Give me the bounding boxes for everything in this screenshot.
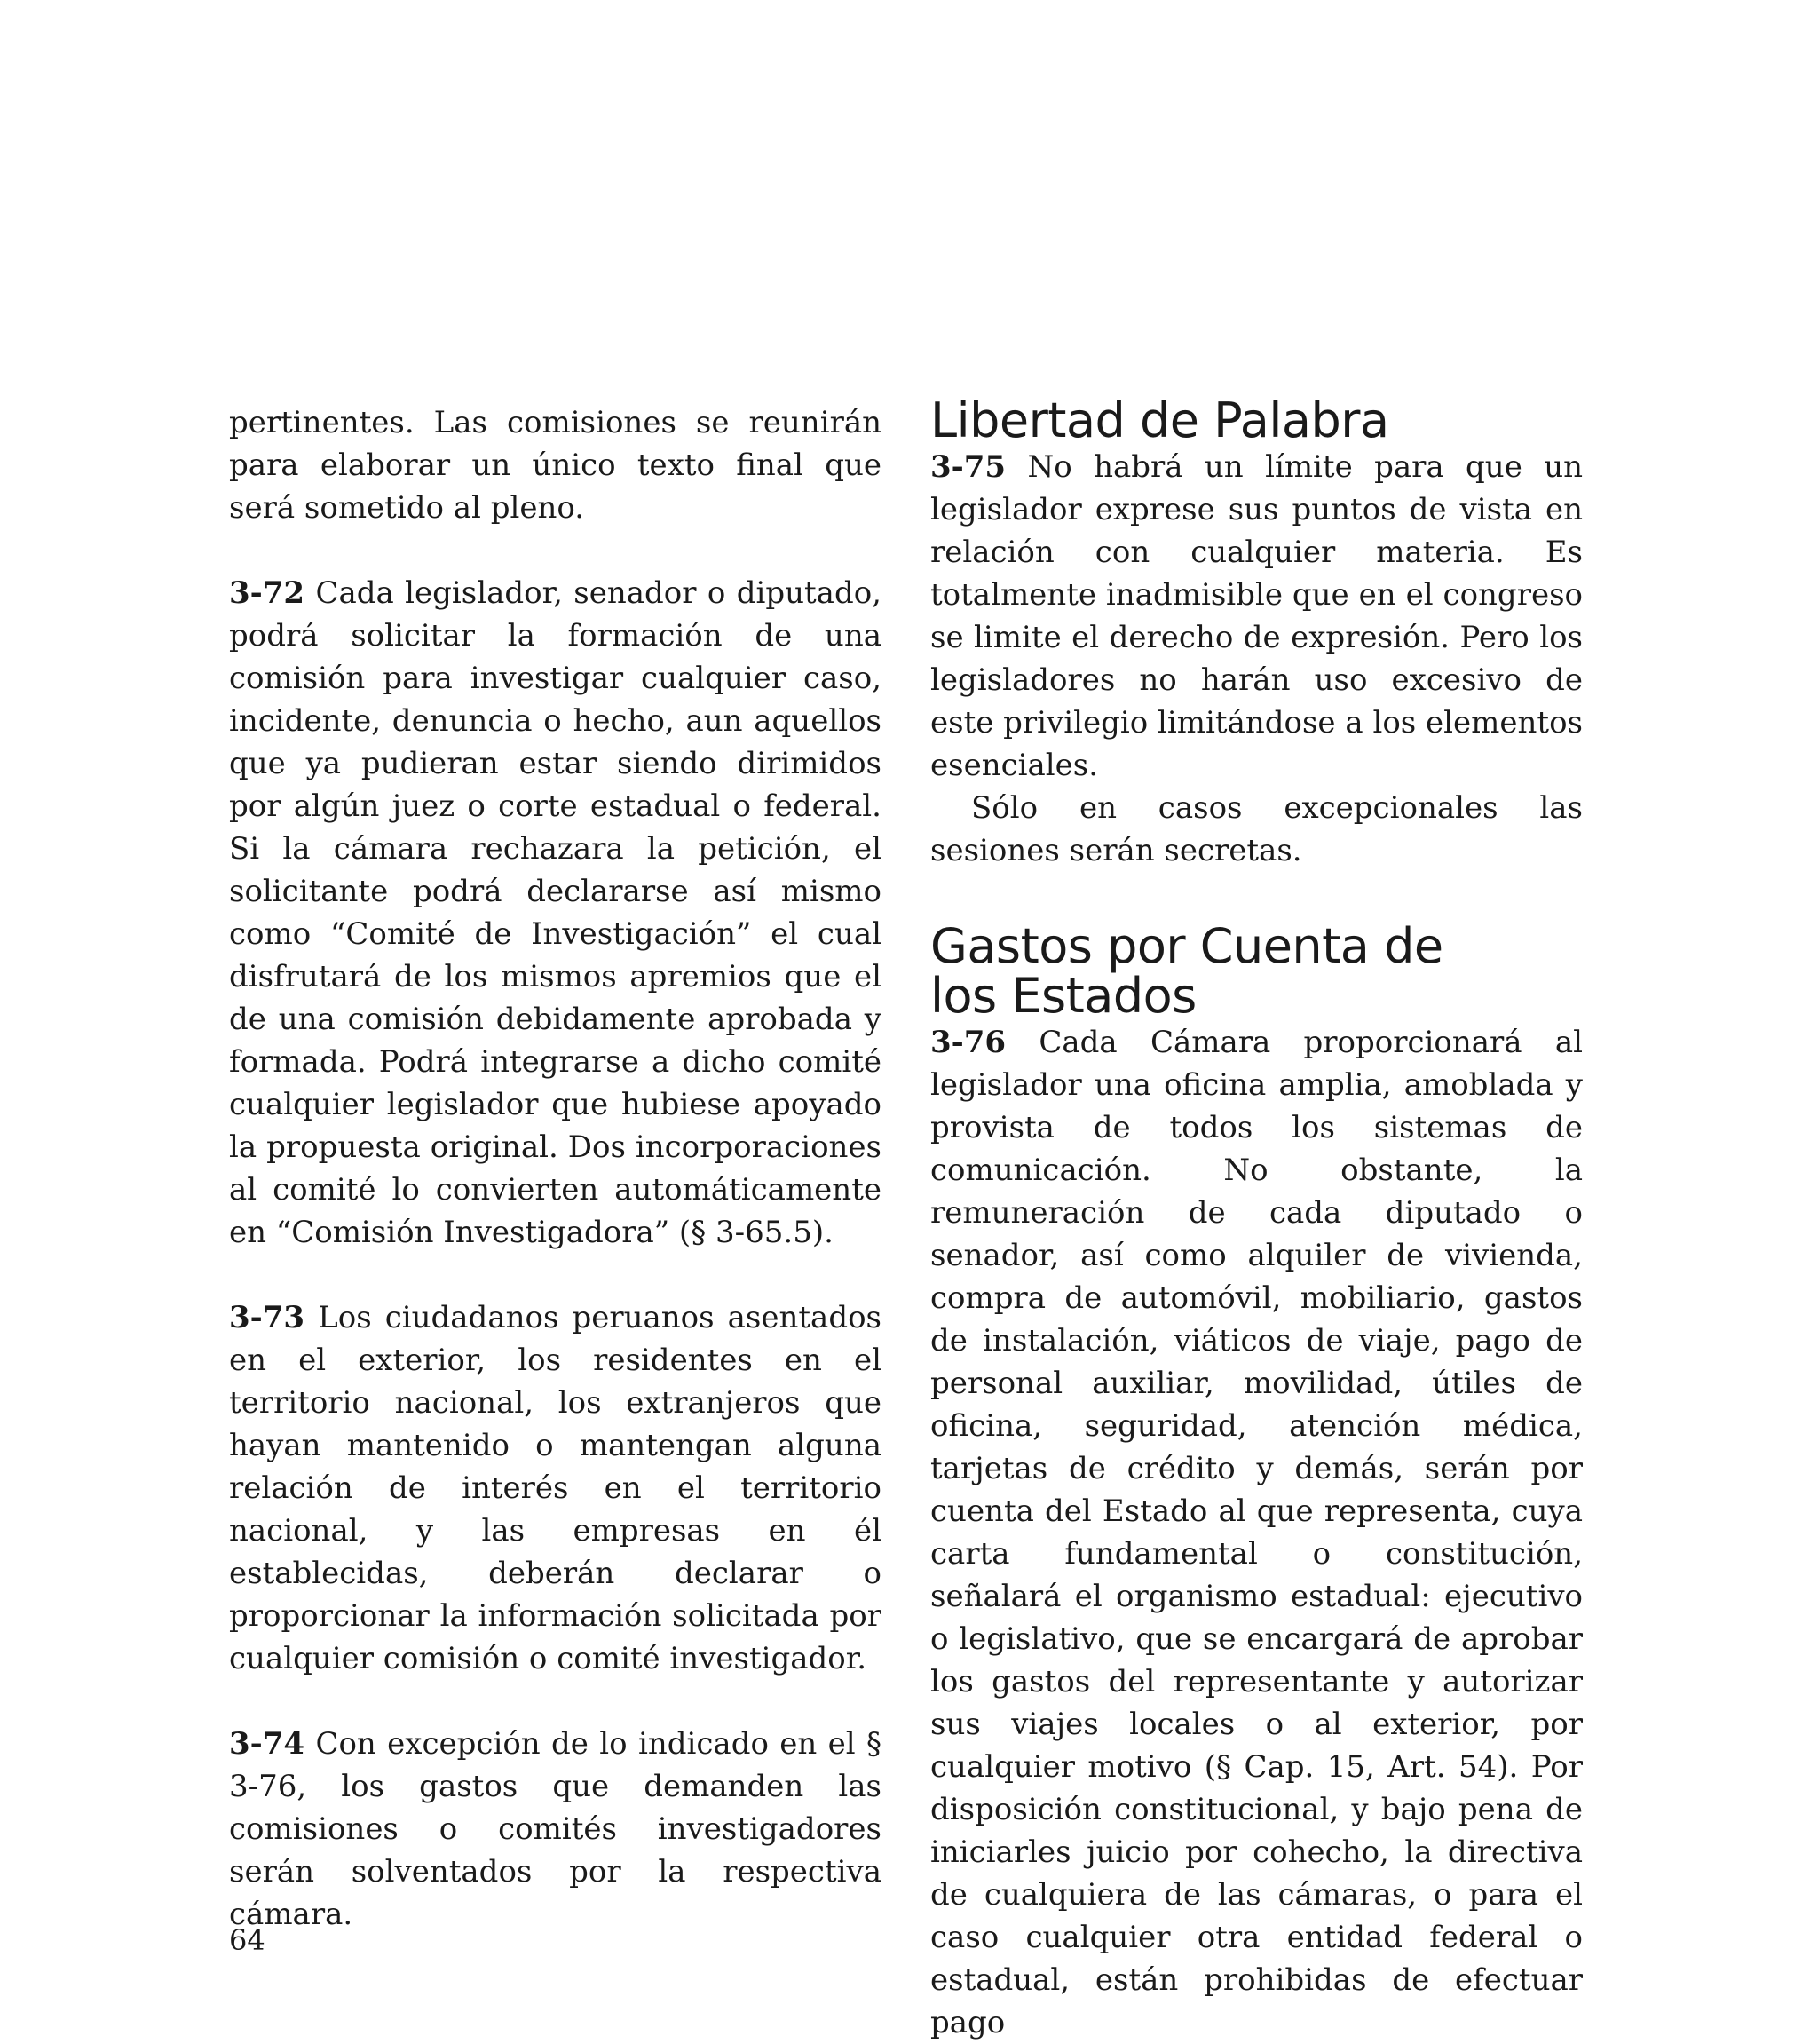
- section-number: 3-74: [229, 1726, 305, 1762]
- paragraph-text: Cada Cámara proporcionará al legislador una oficina amplia, amoblada y provista de todos los sistemas de comunicación. No obstante, la remuneración de cada diputado o senador, así como alquiler de vivienda, compra de automóvil, mobiliario, gastos de instalación, viáticos de viaje, pago de personal auxiliar, movilidad, útiles de oficina, seguridad, atención médica, tarjetas de crédito y demás, serán por cuenta del Estado al que representa, cuya carta fundamental o constitución, señalará el organismo estadual: ejecutivo o legislativo, que se encargará de aprobar los gastos del representante y autorizar sus viajes locales o al exterior, por cualquier motivo (§ Cap. 15, Art. 54). Por disposición constitucional, y bajo pena de iniciarles juicio por cohecho, la directiva de cualquiera de las cámaras, o para el caso cualquier otra entidad federal o estadual, están prohibidas de efectuar pago: [930, 1025, 1583, 2040]
- paragraph-3-76: [930, 1021, 1583, 2044]
- paragraph-gap: [229, 1680, 881, 1723]
- paragraph-3-72: [229, 572, 881, 1254]
- paragraph-text: pertinentes. Las comisiones se reunirán para elaborar un único texto final que será sometido al pleno.: [229, 405, 881, 526]
- paragraph-text: Cada legislador, senador o diputado, podrá solicitar la formación de una comisión para investigar cualquier caso, incidente, denuncia o hecho, aun aquellos que ya pudieran estar siendo dirimidos por algún juez o corte estadual o federal. Si la cámara rechazara la petición, el solicitante podrá declararse así mismo como “Comité de Investigación” el cual disfrutará de los mismos apremios que el de una comisión debidamente aprobada y formada. Podrá integrarse a dicho comité cualquier legislador que hubiese apoyado la propuesta original. Dos incorporaciones al comité lo convierten automáticamente en “Comisión Investigadora” (§ 3-65.5).: [229, 575, 881, 1250]
- paragraph-text: No habrá un límite para que un legislador exprese sus puntos de vista en relación con cualquier materia. Es totalmente inadmisible que en el congreso se limite el derecho de expresión. Pero los legisladores no harán uso excesivo de este privilegio limitándose a los elementos esenciales.: [930, 449, 1583, 783]
- paragraph-text: Con excepción de lo indicado en el § 3-76, los gastos que demanden las comisiones o comités investigadores serán solventados por la respectiva cámara.: [229, 1726, 881, 1932]
- section-number: 3-76: [930, 1025, 1007, 1060]
- section-number: 3-75: [930, 449, 1007, 485]
- paragraph-text: Sólo en casos excepcionales las sesiones serán secretas.: [930, 790, 1583, 868]
- paragraph-gap: [229, 1254, 881, 1296]
- heading-line: los Estados: [930, 968, 1197, 1024]
- right-column: [930, 392, 1583, 2044]
- paragraph-3-73: [229, 1296, 881, 1680]
- section-heading-gastos: [930, 918, 1583, 1024]
- section-heading-libertad: Libertad de Palabra: [930, 392, 1389, 448]
- paragraph-text: Los ciudadanos peruanos asentados en el exterior, los residentes en el territorio nacional, los extranjeros que hayan mantenido o mantengan alguna relación de interés en el territorio nacional, y las empresas en él establecidas, deberán declarar o proporcionar la información solicitada por cualquier comisión o comité investigador.: [229, 1300, 881, 1676]
- paragraph-3-75-continued: [930, 787, 1583, 872]
- left-column: [229, 401, 881, 1936]
- paragraph-3-75: [930, 446, 1583, 787]
- paragraph-continuation: [229, 401, 881, 529]
- paragraph-gap: [229, 529, 881, 572]
- page-number: 64: [229, 1923, 265, 1957]
- paragraph-3-74: [229, 1723, 881, 1936]
- section-number: 3-73: [229, 1300, 305, 1335]
- section-number: 3-72: [229, 575, 305, 611]
- heading-line: Gastos por Cuenta de: [930, 918, 1443, 974]
